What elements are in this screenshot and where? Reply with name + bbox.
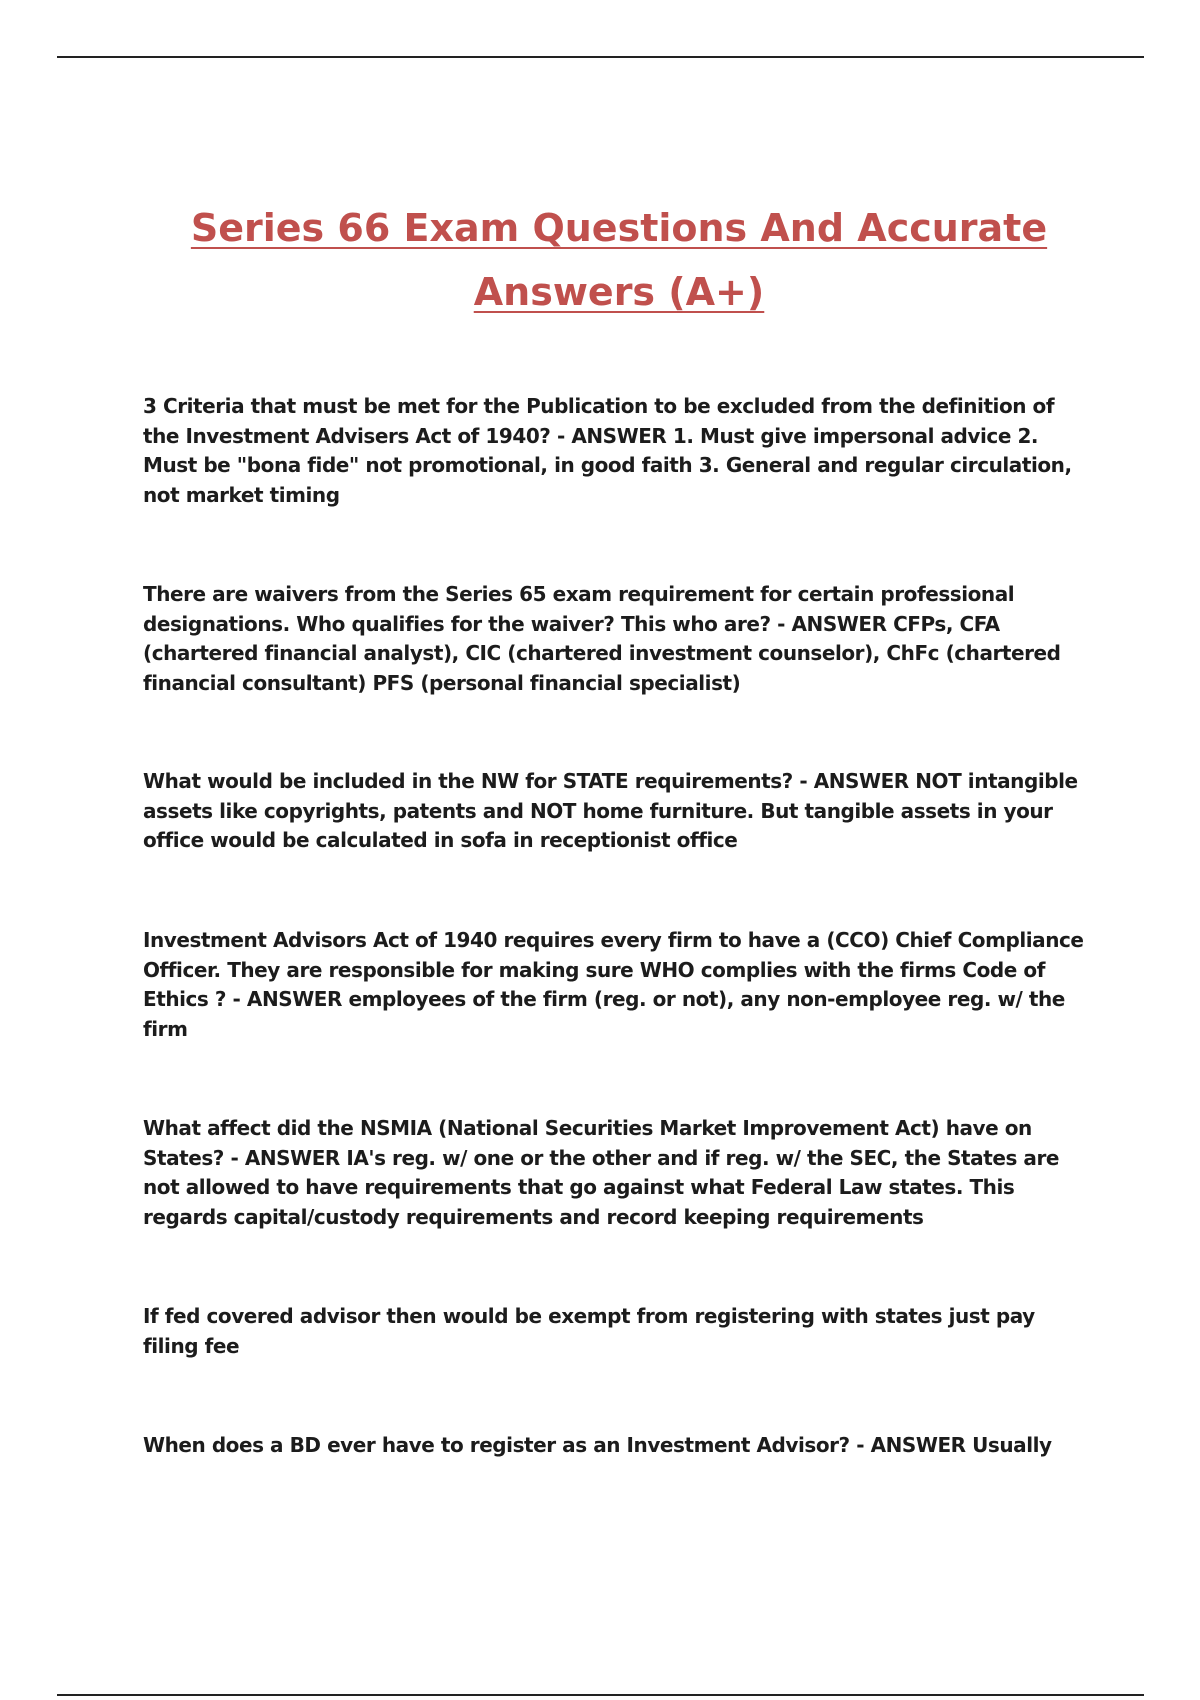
document-title-text: Series 66 Exam Questions And Accurate Answers (A+) <box>190 206 1048 314</box>
qa-entry-2: There are waivers from the Series 65 exam requirement for certain professional designations. Who qualifies for the waiver? This who are? - ANSWER CFPs, CFA (chartered financial analyst), CIC (chartered investment counselor), ChFc (chartered financial consultant) PFS (personal financial specialist) <box>143 582 1061 695</box>
qa-entry-1: 3 Criteria that must be met for the Publication to be excluded from the definition of the Investment Advisers Act of 1940? - ANSWER 1. Must give impersonal advice 2. Must be "bona fide" not promotional, in good faith 3. General and regular circulation, not market timing <box>143 394 1072 507</box>
bottom-divider <box>57 1694 1144 1696</box>
qa-entry-3: What would be included in the NW for STATE requirements? - ANSWER NOT intangible assets like copyrights, patents and NOT home furniture. But tangible assets in your office would be calculated in sofa in receptionist office <box>143 769 1078 852</box>
document-title <box>140 196 1098 324</box>
qa-entry-5: What affect did the NSMIA (National Securities Market Improvement Act) have on States? - ANSWER IA's reg. w/ one or the other and if reg. w/ the SEC, the States are not allowed to have requirements that go against what Federal Law states. This regards capital/custody requirements and record keeping requirements <box>143 1116 1059 1229</box>
qa-entry-6: If fed covered advisor then would be exempt from registering with states just pay filing fee <box>143 1304 1035 1358</box>
qa-entry-7: When does a BD ever have to register as an Investment Advisor? - ANSWER Usually <box>143 1433 1052 1457</box>
top-divider <box>57 56 1144 58</box>
qa-entry-4: Investment Advisors Act of 1940 requires every firm to have a (CCO) Chief Compliance Officer. They are responsible for making sure WHO complies with the firms Code of Ethics ? - ANSWER employees of the firm (reg. or not), any non-employee reg. w/ the firm <box>143 928 1084 1041</box>
